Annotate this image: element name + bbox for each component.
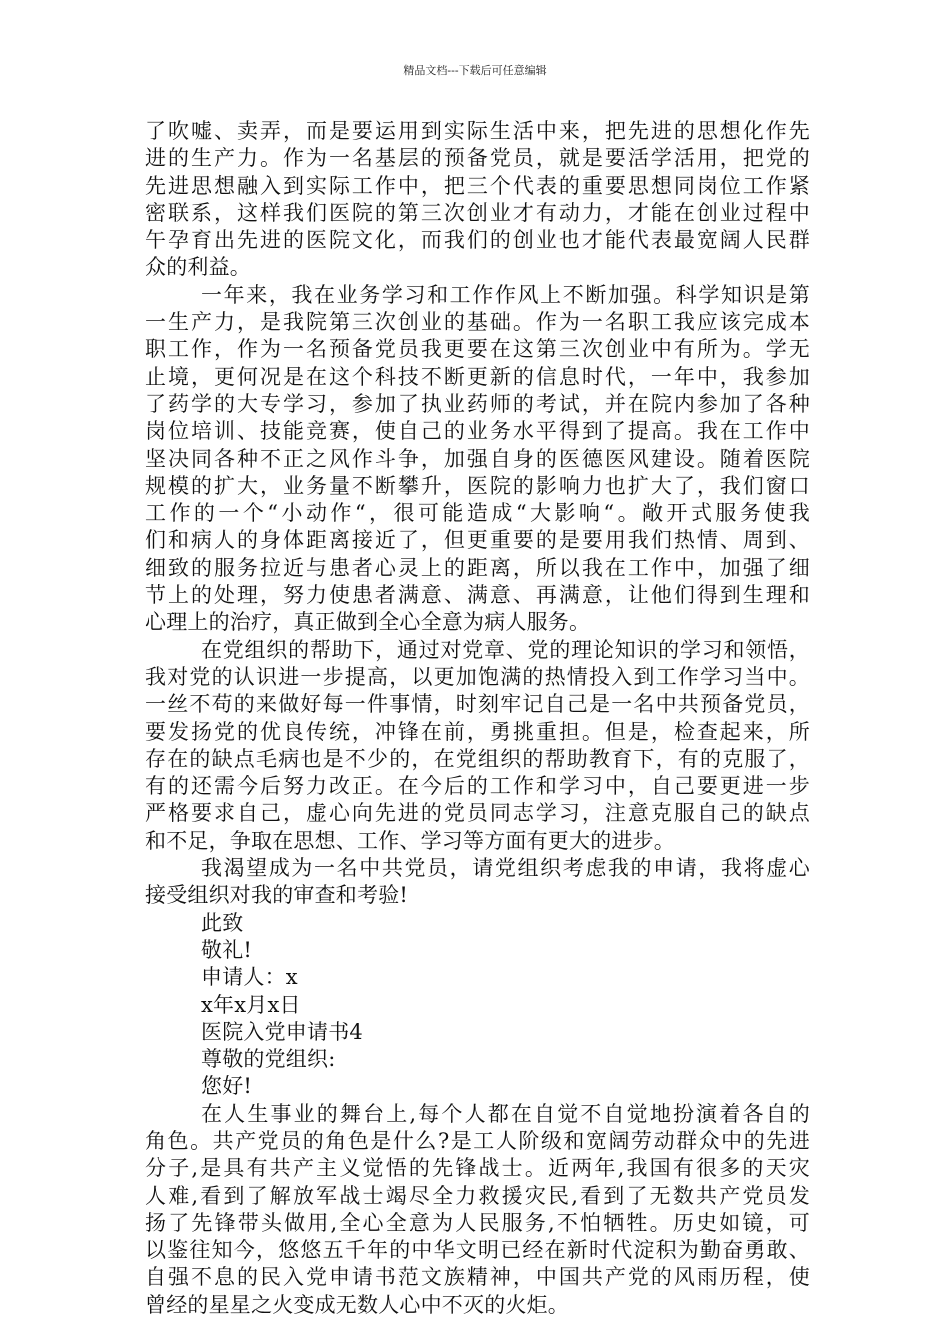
text-line: 午孕育出先进的医院文化，而我们的创业也才能代表最宽阔人民群 bbox=[145, 228, 810, 253]
text-line: 和不足，争取在思想、工作、学习等方面有更大的进步。 bbox=[145, 828, 675, 853]
text-line: 人难,看到了解放军战士竭尽全力救援灾民,看到了无数共产党员发 bbox=[145, 1183, 810, 1208]
text-line: 我渴望成为一名中共党员，请党组织考虑我的申请，我将虚心 bbox=[201, 856, 810, 881]
text-line: 节上的处理，努力使患者满意、满意、再满意，让他们得到生理和 bbox=[145, 583, 810, 608]
text-line: 在党组织的帮助下，通过对党章、党的理论知识的学习和领悟， bbox=[201, 637, 810, 662]
text-line: 坚决同各种不正之风作斗争，加强自身的医德医风建设。随着医院 bbox=[145, 446, 810, 471]
text-line: 一生产力，是我院第三次创业的基础。作为一名职工我应该完成本 bbox=[145, 310, 810, 335]
text-line: 职工作，作为一名预备党员我更要在这第三次创业中有所为。学无 bbox=[145, 337, 810, 362]
text-line: 严格要求自己，虚心向先进的党员同志学习，注意克服自己的缺点 bbox=[145, 801, 810, 826]
text-line: 进的生产力。作为一名基层的预备党员，就是要活学活用，把党的 bbox=[145, 146, 810, 171]
text-line: 以鉴往知今，悠悠五千年的中华文明已经在新时代淀积为勤奋勇敢、 bbox=[145, 1238, 810, 1263]
text-line: 扬了先锋带头做用,全心全意为人民服务,不怕牺牲。历史如镜，可 bbox=[145, 1210, 810, 1235]
text-line: 工作的一个“小动作“，很可能造成“大影响“。敞开式服务使我 bbox=[145, 501, 810, 526]
document-body bbox=[145, 118, 810, 1319]
text-line: 先进思想融入到实际工作中，把三个代表的重要思想同岗位工作紧 bbox=[145, 173, 810, 198]
page-header: 精品文档---下载后可任意编辑 bbox=[403, 64, 547, 77]
text-line: 申请人：x bbox=[201, 965, 298, 990]
text-line: 众的利益。 bbox=[145, 255, 251, 280]
text-line: x年x月x日 bbox=[201, 992, 301, 1017]
text-line: 要发扬党的优良传统，冲锋在前，勇挑重担。但是，检查起来，所 bbox=[145, 719, 810, 744]
text-line: 们和病人的身体距离接近了，但更重要的是要用我们热情、周到、 bbox=[145, 528, 810, 553]
text-line: 了药学的大专学习，参加了执业药师的考试，并在院内参加了各种 bbox=[145, 391, 810, 416]
text-line: 了吹嘘、卖弄，而是要运用到实际生活中来，把先进的思想化作先 bbox=[145, 119, 810, 143]
text-line: 在人生事业的舞台上,每个人都在自觉不自觉地扮演着各自的 bbox=[201, 1101, 810, 1126]
text-line: 敬礼! bbox=[201, 937, 253, 962]
text-line: 岗位培训、技能竞赛，使自己的业务水平得到了提高。我在工作中 bbox=[145, 419, 810, 444]
text-line: 接受组织对我的审查和考验! bbox=[145, 883, 409, 908]
text-line: 存在的缺点毛病也是不少的，在党组织的帮助教育下，有的克服了， bbox=[145, 746, 810, 771]
text-line: 曾经的星星之火变成无数人心中不灭的火炬。 bbox=[145, 1292, 569, 1317]
text-line: 尊敬的党组织: bbox=[201, 1047, 336, 1072]
text-line: 一丝不苟的来做好每一件事情，时刻牢记自己是一名中共预备党员， bbox=[145, 692, 810, 717]
text-line: 我对党的认识进一步提高，以更加饱满的热情投入到工作学习当中。 bbox=[145, 664, 810, 689]
text-line: 此致 bbox=[201, 910, 244, 935]
text-line: 止境，更何况是在这个科技不断更新的信息时代，一年中，我参加 bbox=[145, 364, 810, 389]
text-line: 自强不息的民入党申请书范文族精神，中国共产党的风雨历程，使 bbox=[145, 1265, 810, 1290]
text-line: 一年来，我在业务学习和工作作风上不断加强。科学知识是第 bbox=[201, 282, 810, 307]
text-line: 您好! bbox=[201, 1074, 253, 1099]
text-line: 规模的扩大，业务量不断攀升，医院的影响力也扩大了，我们窗口 bbox=[145, 473, 810, 498]
text-line: 密联系，这样我们医院的第三次创业才有动力，才能在创业过程中 bbox=[145, 200, 810, 225]
text-line: 角色。共产党员的角色是什么?是工人阶级和宽阔劳动群众中的先进 bbox=[145, 1128, 810, 1153]
text-line: 有的还需今后努力改正。在今后的工作和学习中，自己要更进一步 bbox=[145, 774, 810, 799]
text-line: 细致的服务拉近与患者心灵上的距离，所以我在工作中，加强了细 bbox=[145, 555, 810, 580]
text-line: 分子,是具有共产主义觉悟的先锋战士。近两年,我国有很多的天灾 bbox=[145, 1156, 810, 1181]
text-line: 医院入党申请书4 bbox=[201, 1019, 363, 1044]
text-line: 心理上的治疗，真正做到全心全意为病人服务。 bbox=[145, 610, 591, 635]
